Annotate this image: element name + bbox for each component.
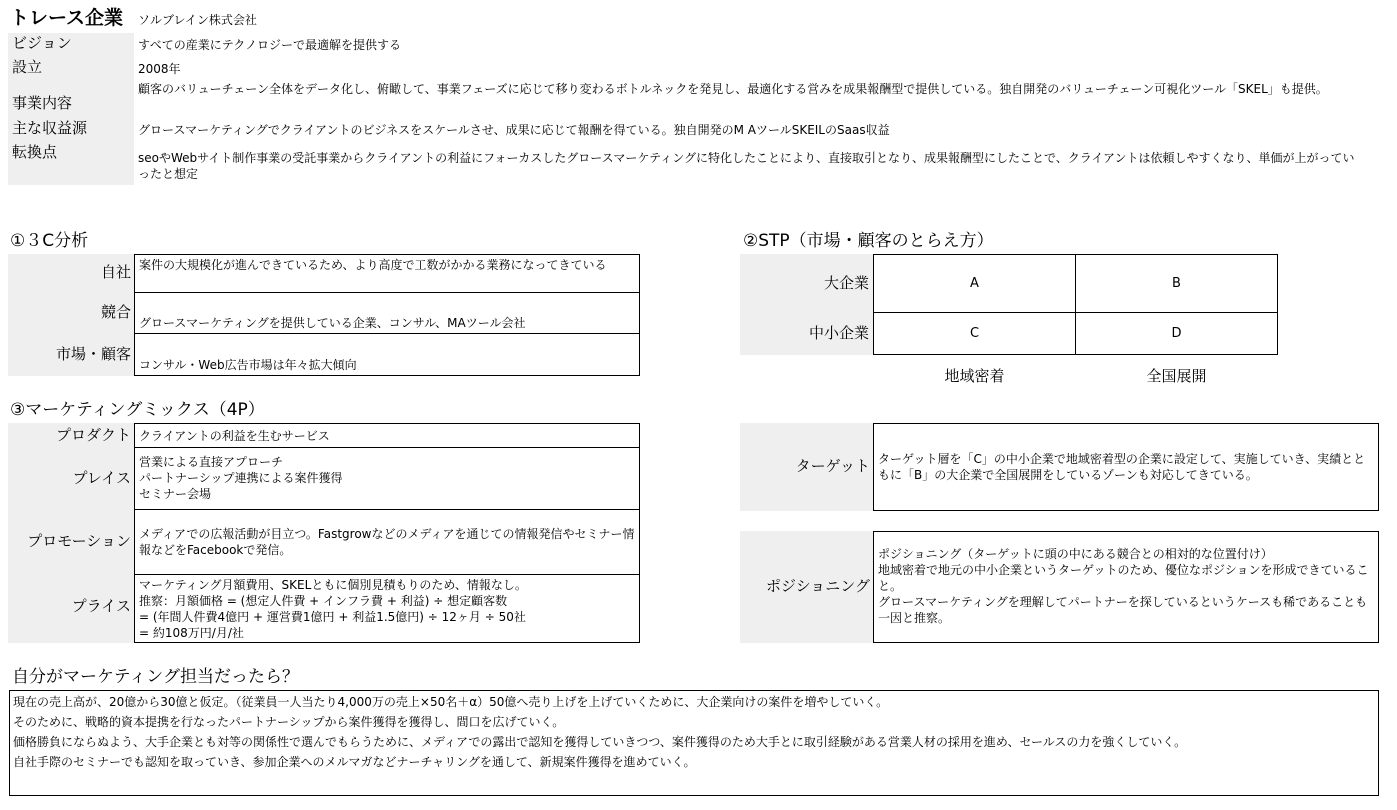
stp-positioning-line: ポジショニング（ターゲットに頭の中にある競合との相対的な位置付け） bbox=[878, 547, 1273, 561]
profile-value-business: 顧客のバリューチェーン全体をデータ化し、俯瞰して、事業フェーズに応じて移り変わるボトルネックを発見し、最適化する営みを成果報酬型で提供している。独自開発のバリューチェーン可視化ツール「SKEL」も提供。 bbox=[138, 82, 1328, 96]
section-title-myself: 自分がマーケティング担当だったら？ bbox=[12, 667, 299, 687]
section-title-stp: ②STP（市場・顧客のとらえ方） bbox=[743, 231, 994, 251]
3c-label-competitor: 競合 bbox=[100, 303, 131, 321]
4p-price-line: マーケティング月額費用、SKELともに個別見積もりのため、情報なし。 bbox=[139, 578, 527, 592]
stp-target-label: ターゲット bbox=[795, 457, 870, 475]
stp-cell-b-text: B bbox=[1172, 276, 1181, 291]
4p-label-price: プライス bbox=[71, 597, 131, 615]
3c-label-market: 市場・顧客 bbox=[55, 345, 131, 363]
3c-value-competitor-text: グロースマーケティングを提供している企業、コンサル、MAツール会社 bbox=[139, 316, 526, 330]
stp-positioning-line: 地域密着で地元の中小企業というターゲットのため、優位なポジションを形成できていること。 bbox=[878, 563, 1369, 593]
stp-target-value bbox=[873, 423, 1379, 511]
stp-col-label-national: 全国展開 bbox=[1146, 367, 1207, 385]
section-title-4p: ③マーケティングミックス（4P） bbox=[10, 400, 265, 420]
4p-label-place: プレイス bbox=[72, 469, 131, 487]
3c-value-self: 案件の大規模化が進んできているため、より高度で工数がかかる業務になってきている bbox=[134, 254, 640, 293]
profile-value-vision: すべての産業にテクノロジーで最適解を提供する bbox=[138, 38, 402, 52]
profile-value-revenue: グロースマーケティングでクライアントのビジネスをスケールさせ、成果に応じて報酬を得ている。独自開発のM AツールSKEILのSaas収益 bbox=[138, 123, 890, 137]
3c-value-market-text: コンサル・Web広告市場は年々拡大傾向 bbox=[139, 358, 357, 372]
4p-price-line: 推察：月額価格 = (想定人件費 + インフラ費 + 利益) ÷ 想定顧客数 bbox=[139, 594, 508, 608]
stp-cell-c-text: C bbox=[969, 326, 980, 341]
section-title-3c: ①３C分析 bbox=[10, 231, 89, 251]
4p-value-promotion-text: メディアでの広報活動が目立つ。Fastgrowなどのメディアを通じての情報発信やセミナー情報などをFacebookで発信。 bbox=[139, 527, 635, 557]
4p-label-product: プロダクト bbox=[55, 426, 131, 444]
stp-cell-a bbox=[873, 254, 1076, 313]
stp-cell-c bbox=[873, 312, 1076, 355]
4p-value-product-text: クライアントの利益を生むサービス bbox=[139, 428, 330, 443]
3c-label-self: 自社 bbox=[100, 263, 131, 281]
myself-box bbox=[9, 690, 1379, 796]
stp-cell-a-text: A bbox=[970, 276, 979, 291]
stp-cell-b bbox=[1075, 254, 1278, 313]
4p-value-place bbox=[134, 447, 640, 510]
4p-value-product bbox=[134, 423, 640, 448]
profile-label-vision: ビジョン bbox=[12, 34, 72, 52]
stp-target-value-text: ターゲット層を「C」の中小企業で地域密着型の企業に設定して、実施していき、実績とともに「B」の大企業で全国展開をしているゾーンも対応してきている。 bbox=[878, 452, 1366, 482]
myself-line: 現在の売上高が、20億から30億と仮定。（従業員一人当たり4,000万の売上×50名＋α）50億へ売り上げを上げていくために、大企業向けの案件を増やしていく。 bbox=[13, 695, 889, 709]
stp-positioning-label: ポジショニング bbox=[765, 577, 870, 595]
profile-label-revenue: 主な収益源 bbox=[12, 119, 88, 137]
profile-value-turning-point: seoやWebサイト制作事業の受託事業からクライアントの利益にフォーカスしたグロースマーケティングに特化したことにより、直接取引となり、成果報酬型にしたことで、クライアントは依頼しやすくなり、単価が上がっていったと想定 bbox=[138, 151, 1355, 181]
profile-label-business: 事業内容 bbox=[12, 94, 73, 112]
4p-value-promotion bbox=[134, 509, 640, 575]
stp-cell-d bbox=[1075, 312, 1278, 355]
stp-cell-d-text: D bbox=[1171, 326, 1182, 341]
4p-place-line: パートナーシップ連携による案件獲得 bbox=[139, 471, 343, 485]
page-title: トレース企業 bbox=[10, 7, 124, 29]
4p-place-line: 営業による直接アプローチ bbox=[139, 455, 284, 469]
3c-value-market bbox=[134, 333, 640, 376]
stp-positioning-line: グロースマーケティングを理解してパートナーを探しているというケースも稀であることも一因と推察。 bbox=[878, 595, 1368, 625]
stp-col-label-local: 地域密着 bbox=[944, 367, 1005, 385]
4p-value-price bbox=[134, 574, 640, 643]
stp-row-label-sme: 中小企業 bbox=[808, 324, 869, 342]
myself-line: そのために、戦略的資本提携を行なったパートナーシップから案件獲得を獲得し、間口を広げていく。 bbox=[13, 715, 565, 729]
4p-place-line: セミナー会場 bbox=[139, 487, 212, 501]
4p-price-line: = 約108万円/月/社 bbox=[139, 626, 244, 640]
profile-label-founded: 設立 bbox=[12, 58, 43, 76]
4p-price-line: = (年間人件費4億円 + 運営費1億円 + 利益1.5億円) ÷ 12ヶ月 ÷ 50社 bbox=[139, 610, 526, 624]
myself-line: 自社手際のセミナーでも認知を取っていき、参加企業へのメルマガなどナーチャリングを通して、新規案件獲得を進めていく。 bbox=[13, 755, 696, 769]
stp-positioning-value bbox=[873, 531, 1379, 643]
profile-value-founded: 2008年 bbox=[138, 62, 181, 76]
3c-value-competitor bbox=[134, 292, 640, 334]
stp-row-label-large: 大企業 bbox=[823, 274, 869, 292]
company-name: ソルブレイン株式会社 bbox=[138, 13, 257, 27]
profile-label-turning-point: 転換点 bbox=[12, 143, 58, 161]
4p-label-promotion: プロモーション bbox=[27, 532, 131, 550]
myself-line: 価格勝負にならぬよう、大手企業とも対等の関係性で選んでもらうために、メディアでの露出で認知を獲得していきつつ、案件獲得のため大手とに取引経験がある営業人材の採用を進め、セールスの力を強くしていく。 bbox=[13, 735, 1187, 749]
